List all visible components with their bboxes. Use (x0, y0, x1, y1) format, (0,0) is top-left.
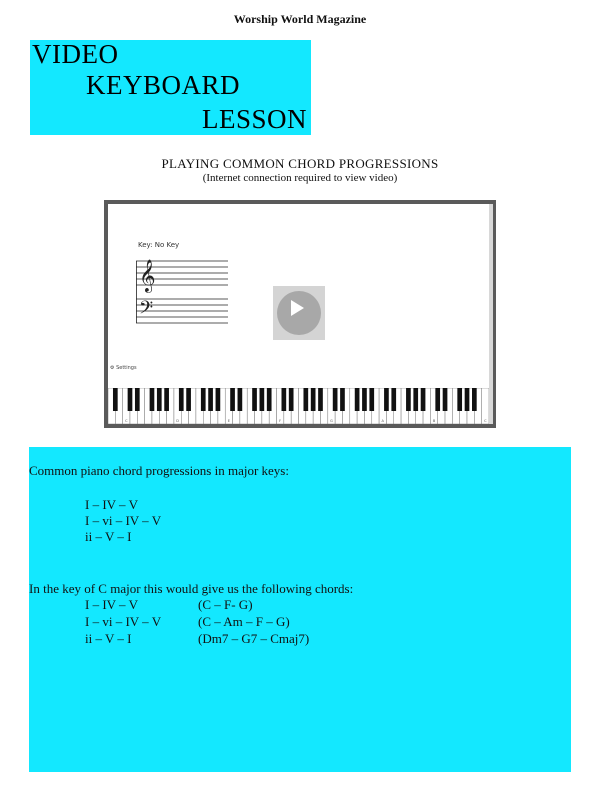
play-button[interactable] (273, 286, 325, 340)
black-key[interactable] (391, 388, 396, 411)
black-key[interactable] (252, 388, 257, 411)
chord-row-1-chords: (C – F- G) (198, 597, 253, 612)
black-key[interactable] (333, 388, 338, 411)
lesson-banner (30, 40, 311, 135)
chord-row-1-progression: I – IV – V (85, 597, 138, 612)
black-key[interactable] (303, 388, 308, 411)
bass-clef-icon: 𝄢 (139, 298, 154, 323)
black-key[interactable] (113, 388, 118, 411)
black-key[interactable] (472, 388, 477, 411)
black-key[interactable] (164, 388, 169, 411)
black-key[interactable] (406, 388, 411, 411)
black-key[interactable] (216, 388, 221, 411)
play-icon (291, 300, 304, 316)
key-note-label: F (279, 419, 282, 423)
connection-note: (Internet connection required to view video) (202, 172, 398, 184)
chord-row-3-progression: ii – V – I (85, 631, 132, 646)
black-key[interactable] (135, 388, 140, 411)
lesson-subheading: PLAYING COMMON CHORD PROGRESSIONS (161, 156, 439, 171)
progression-3: ii – V – I (85, 529, 132, 544)
black-key[interactable] (369, 388, 374, 411)
black-key[interactable] (150, 388, 155, 411)
black-key[interactable] (340, 388, 345, 411)
black-key[interactable] (186, 388, 191, 411)
black-key[interactable] (289, 388, 294, 411)
lesson-content-box (29, 447, 571, 772)
progression-2: I – vi – IV – V (85, 513, 162, 528)
key-note-label: A (381, 419, 384, 423)
key-note-label: E (227, 419, 230, 423)
black-key[interactable] (443, 388, 448, 411)
chord-row-2-chords: (C – Am – F – G) (198, 614, 290, 629)
settings-label: Settings (116, 365, 137, 371)
chord-row-2-progression: I – vi – IV – V (85, 614, 162, 629)
piano-keyboard[interactable] (108, 388, 489, 424)
black-key[interactable] (413, 388, 418, 411)
magazine-title: Worship World Magazine (233, 12, 367, 26)
black-key[interactable] (311, 388, 316, 411)
key-note-label: G (330, 419, 333, 423)
black-key[interactable] (435, 388, 440, 411)
black-key[interactable] (355, 388, 360, 411)
banner-line-3: LESSON (202, 104, 308, 134)
key-of-c-intro: In the key of C major this would give us the following chords: (29, 581, 354, 596)
black-key[interactable] (201, 388, 206, 411)
black-key[interactable] (179, 388, 184, 411)
key-label: Key: No Key (138, 241, 180, 249)
treble-clef-icon: 𝄞 (139, 259, 156, 292)
black-key[interactable] (267, 388, 272, 411)
settings-control[interactable] (110, 365, 137, 371)
black-key[interactable] (421, 388, 426, 411)
key-note-label: C (484, 419, 487, 423)
black-key[interactable] (465, 388, 470, 411)
black-key[interactable] (318, 388, 323, 411)
grand-staff (136, 257, 228, 327)
black-key[interactable] (384, 388, 389, 411)
black-key[interactable] (157, 388, 162, 411)
video-player[interactable] (104, 200, 496, 428)
banner-line-2: KEYBOARD (86, 70, 241, 100)
video-scrollbar[interactable] (489, 204, 493, 424)
black-key[interactable] (128, 388, 133, 411)
key-note-label: C (125, 419, 128, 423)
black-key[interactable] (260, 388, 265, 411)
progression-1: I – IV – V (85, 497, 138, 512)
video-screen[interactable] (108, 204, 489, 424)
black-key[interactable] (208, 388, 213, 411)
black-key[interactable] (282, 388, 287, 411)
black-key[interactable] (238, 388, 243, 411)
gear-icon: ⚙ (110, 365, 115, 371)
black-key[interactable] (362, 388, 367, 411)
key-note-label: B (432, 419, 436, 423)
intro-text: Common piano chord progressions in major keys: (29, 463, 289, 478)
black-key[interactable] (230, 388, 235, 411)
key-note-label: D (176, 419, 179, 423)
chord-row-3-chords: (Dm7 – G7 – Cmaj7) (198, 631, 310, 646)
black-key[interactable] (457, 388, 462, 411)
banner-line-1: VIDEO (32, 39, 119, 69)
